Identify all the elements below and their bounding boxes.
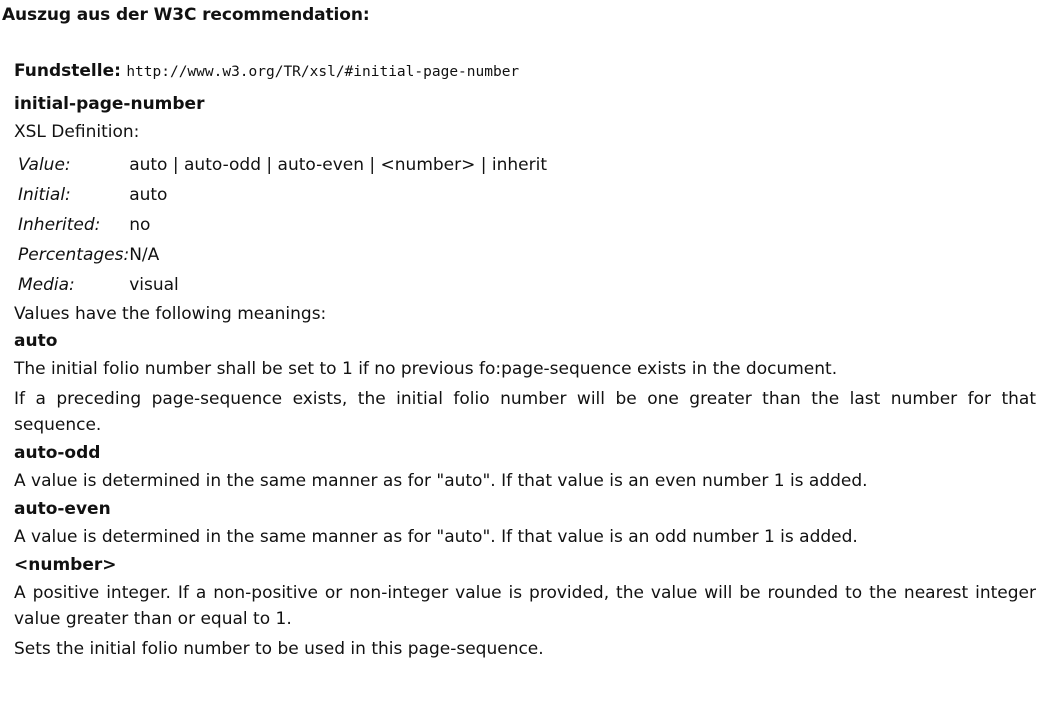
property-row-inherited [18, 210, 547, 240]
property-value: auto | auto-odd | auto-even | <number> | inherit [129, 155, 548, 175]
source-label: Fundstelle: [14, 61, 121, 81]
property-row-initial [18, 180, 547, 210]
term-description: A positive integer. If a non-positive or non-integer value is provided, the value will be rounded to the nearest integer value greater than or equal to 1. [14, 583, 1036, 629]
excerpt-content [14, 58, 1036, 662]
term-description: If a preceding page-sequence exists, the initial folio number will be one greater than the last number for that sequence. [14, 389, 1036, 435]
property-row-media [18, 270, 547, 300]
property-value: visual [129, 275, 179, 295]
property-table [18, 150, 547, 300]
property-row-percentages [18, 240, 547, 270]
source-url: http://www.w3.org/TR/xsl/#initial-page-number [126, 64, 520, 80]
term-auto-odd: auto-odd [14, 443, 101, 463]
term-description: A value is determined in the same manner as for "auto". If that value is an odd number 1 is added. [14, 527, 858, 547]
property-value: no [129, 215, 151, 235]
property-value: auto [129, 185, 168, 205]
property-key: Initial: [18, 185, 71, 205]
meanings-intro: Values have the following meanings: [14, 304, 327, 324]
term-number: <number> [14, 555, 117, 575]
definition-label: XSL Definition: [14, 122, 140, 142]
term-description: Sets the initial folio number to be used in this page-sequence. [14, 639, 544, 659]
page-heading: Auszug aus der W3C recommendation: [2, 5, 370, 25]
property-key: Value: [18, 155, 71, 175]
property-value: N/A [129, 245, 160, 265]
term-auto: auto [14, 331, 58, 351]
property-key: Media: [18, 275, 75, 295]
term-description: A value is determined in the same manner as for "auto". If that value is an even number 1 is added. [14, 471, 868, 491]
property-key: Percentages: [18, 245, 130, 265]
term-auto-even: auto-even [14, 499, 111, 519]
property-key: Inherited: [18, 215, 101, 235]
term-description: The initial folio number shall be set to 1 if no previous fo:page-sequence exists in the document. [14, 359, 838, 379]
property-row-value [18, 150, 547, 180]
property-name: initial-page-number [14, 94, 205, 114]
source-reference [14, 58, 1036, 86]
